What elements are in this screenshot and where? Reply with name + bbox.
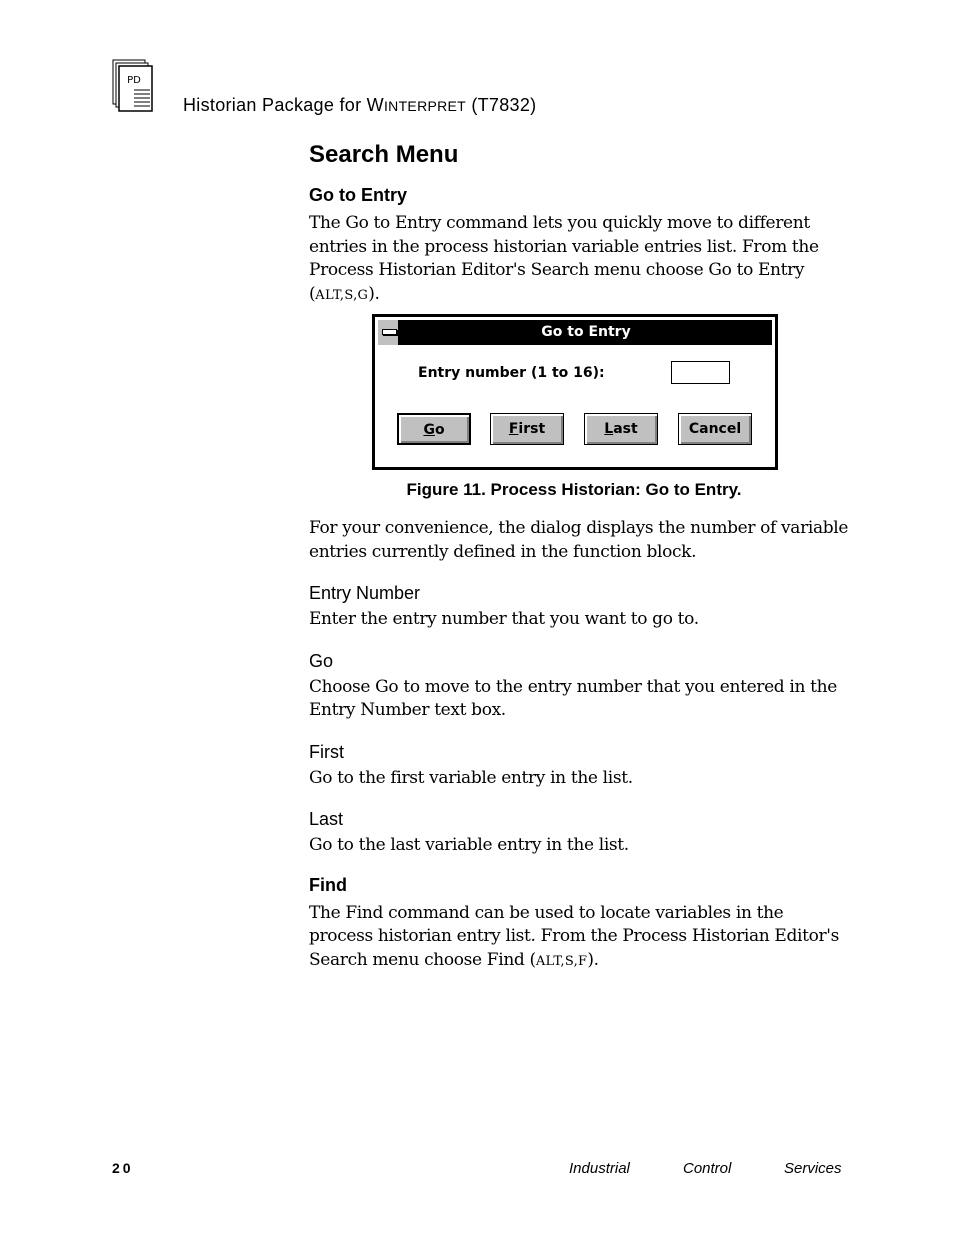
- find-keys: ALT,S,F: [535, 953, 588, 969]
- go-button-label: o: [434, 422, 445, 438]
- dialog-titlebar: [378, 320, 772, 345]
- goto-intro: [309, 212, 849, 307]
- footer-word-control: Control: [683, 1160, 732, 1177]
- dialog-title: Go to Entry: [541, 324, 631, 340]
- pd-document-icon: [112, 59, 156, 113]
- first-button-mnemonic: F: [508, 421, 519, 437]
- footer-word-services: Services: [784, 1160, 842, 1177]
- last-button[interactable]: [584, 413, 658, 445]
- last-button-mnemonic: L: [604, 421, 614, 437]
- goto-intro-end: ).: [368, 283, 380, 304]
- goto-intro-text: The Go to Entry command lets you quickly move to different entries in the process historian variable entries list. From the Process Historian Editor's Search menu choose Go to Entry (: [309, 213, 819, 304]
- header-suffix: (T7832): [471, 95, 537, 115]
- section-title: Search Menu: [309, 141, 459, 168]
- after-figure-text: For your convenience, the dialog displays the number of variable entries currently defined in the function block.: [309, 518, 849, 562]
- header-smallcaps: INTERPRET: [383, 98, 467, 114]
- system-menu-icon[interactable]: [378, 320, 400, 345]
- entry-number-input[interactable]: [671, 361, 730, 384]
- item-text-first: Go to the first variable entry in the list.: [309, 767, 633, 788]
- page-number: 20: [112, 1160, 134, 1176]
- goto-intro-keys: ALT,S,G: [315, 287, 369, 303]
- find-text: [309, 902, 849, 974]
- go-button[interactable]: [397, 413, 471, 445]
- item-heading-go: Go: [309, 650, 334, 671]
- header-prefix: Historian Package for W: [183, 95, 384, 115]
- footer-word-industrial: Industrial: [569, 1160, 630, 1177]
- entry-number-label: Entry number (1 to 16):: [418, 365, 605, 381]
- find-text-body: The Find command can be used to locate variables in the process historian entry list. From the Process Historian Editor's Search menu choose Find (: [309, 902, 839, 970]
- pd-logo-text: PD: [127, 75, 141, 86]
- item-text-last: Go to the last variable entry in the list.: [309, 835, 629, 855]
- item-heading-entry-number: Entry Number: [309, 583, 421, 603]
- go-to-entry-dialog: [372, 314, 778, 470]
- first-button-label: irst: [518, 421, 546, 437]
- main-content: [309, 138, 849, 307]
- item-heading-last: Last: [309, 809, 344, 829]
- find-text-end: ).: [587, 949, 599, 970]
- cancel-button[interactable]: Cancel: [678, 413, 752, 445]
- after-figure-section: [309, 517, 849, 973]
- last-button-label: ast: [613, 421, 638, 437]
- find-heading: Find: [309, 874, 347, 895]
- item-text-go: Choose Go to move to the entry number that you entered in the Entry Number text box.: [309, 676, 837, 720]
- goto-heading: Go to Entry: [309, 185, 407, 205]
- running-header: [183, 95, 536, 116]
- first-button[interactable]: [490, 413, 564, 445]
- item-text-entry-number: Enter the entry number that you want to go to.: [309, 609, 699, 629]
- item-heading-first: First: [309, 741, 344, 762]
- go-button-mnemonic: G: [423, 422, 435, 438]
- figure-caption: Figure 11. Process Historian: Go to Entry.: [406, 480, 742, 499]
